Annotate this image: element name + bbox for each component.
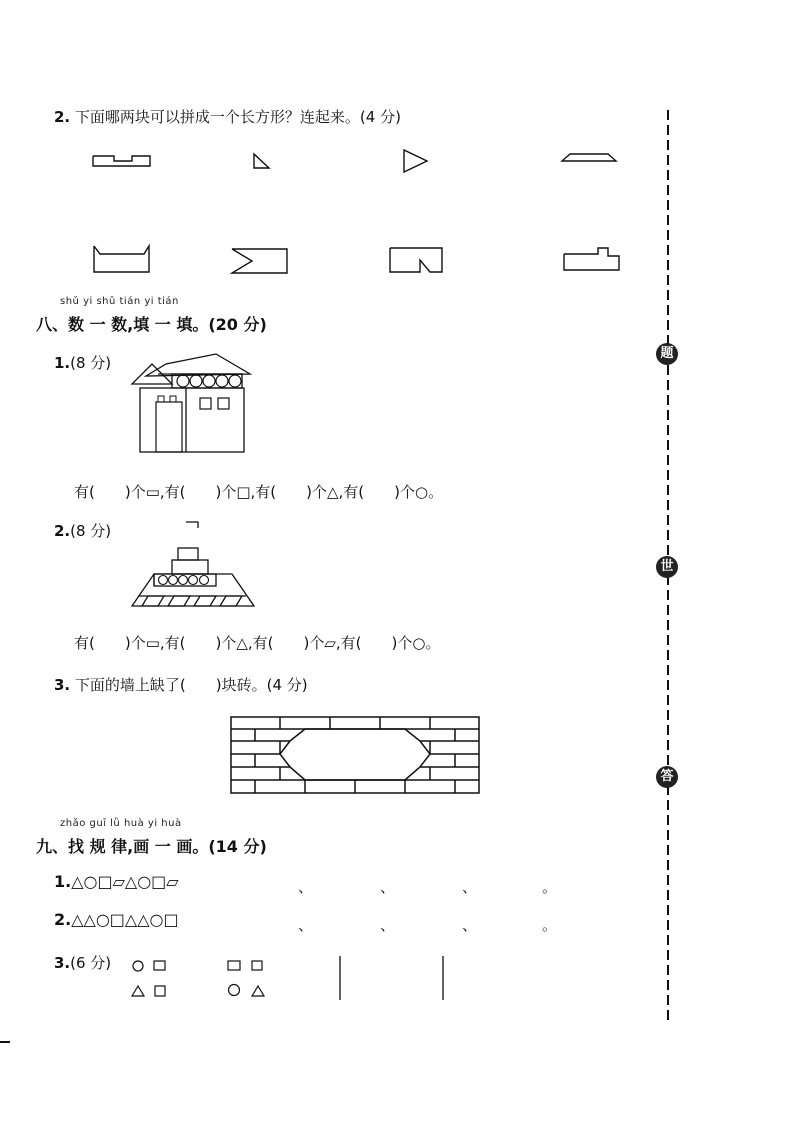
q8-1-answer[interactable]: 有( )个▭,有( )个□,有( )个△,有( )个○。: [74, 483, 444, 501]
piece-bottom-4[interactable]: [562, 246, 622, 274]
q8-2-answer[interactable]: 有( )个▭,有( )个△,有( )个▱,有( )个○。: [74, 634, 441, 652]
q9-1-line: [54, 872, 179, 891]
q9-1-blank-2[interactable]: 、: [380, 878, 396, 896]
q8-3-text: 下面的墙上缺了( )块砖。(4 分): [74, 676, 308, 694]
q8-2-score: (8 分): [70, 522, 112, 540]
q9-3-answer-box-1[interactable]: [340, 956, 440, 1000]
sec8-title: 八、数 一 数,填 一 填。(20 分): [36, 315, 267, 334]
q2-line: [54, 106, 401, 127]
piece-top-3[interactable]: [402, 148, 430, 174]
sec8-pinyin: shǔ yi shǔ tián yi tián: [60, 296, 179, 307]
piece-top-1[interactable]: [92, 155, 152, 169]
sec9-title: 九、找 规 律,画 一 画。(14 分): [36, 837, 267, 856]
q9-2-blank-1[interactable]: 、: [298, 916, 314, 934]
q8-1-number: 1.: [54, 354, 71, 372]
q9-1-blank-3[interactable]: 、: [462, 878, 478, 896]
ship-figure: [128, 518, 258, 610]
piece-bottom-1[interactable]: [92, 244, 152, 274]
q9-3-answer-box-2[interactable]: [446, 956, 556, 1000]
edge-mark: [0, 1041, 10, 1043]
q8-3-line: [54, 674, 308, 695]
q9-2-line: [54, 910, 179, 929]
piece-bottom-2[interactable]: [230, 247, 290, 275]
sec9-pinyin: zhǎo guī lǜ huà yi huà: [60, 818, 182, 829]
q2-text: 下面哪两块可以拼成一个长方形？连起来。(4 分): [74, 108, 401, 126]
q9-3-score: (6 分): [70, 954, 112, 972]
brick-wall: [230, 716, 480, 794]
q9-2-blank-2[interactable]: 、: [380, 916, 396, 934]
q8-2-label: [54, 520, 111, 541]
margin-seal-3: 答: [656, 766, 678, 788]
q9-3-label: [54, 952, 111, 973]
q9-1-blank-4[interactable]: 。: [542, 878, 558, 896]
q9-2-number: 2.: [54, 910, 72, 929]
q9-3-number: 3.: [54, 954, 71, 972]
q9-1-blank-1[interactable]: 、: [298, 878, 314, 896]
margin-seal-1: 题: [656, 343, 678, 365]
piece-bottom-3[interactable]: [388, 246, 444, 274]
piece-top-4[interactable]: [560, 152, 618, 164]
margin-seal-2: 世: [656, 556, 678, 578]
q2-number: 2.: [54, 108, 71, 126]
q8-1-score: (8 分): [70, 354, 112, 372]
q9-2-blank-4[interactable]: 。: [542, 916, 558, 934]
q8-3-number: 3.: [54, 676, 71, 694]
house-figure: [128, 352, 258, 454]
q9-1-number: 1.: [54, 872, 72, 891]
q9-2-blank-3[interactable]: 、: [462, 916, 478, 934]
q9-2-sequence: △△○□△△○□: [71, 910, 179, 929]
piece-top-2[interactable]: [252, 152, 272, 170]
q8-1-label: [54, 352, 111, 373]
q8-2-number: 2.: [54, 522, 71, 540]
q9-1-sequence: △○□▱△○□▱: [71, 872, 179, 891]
